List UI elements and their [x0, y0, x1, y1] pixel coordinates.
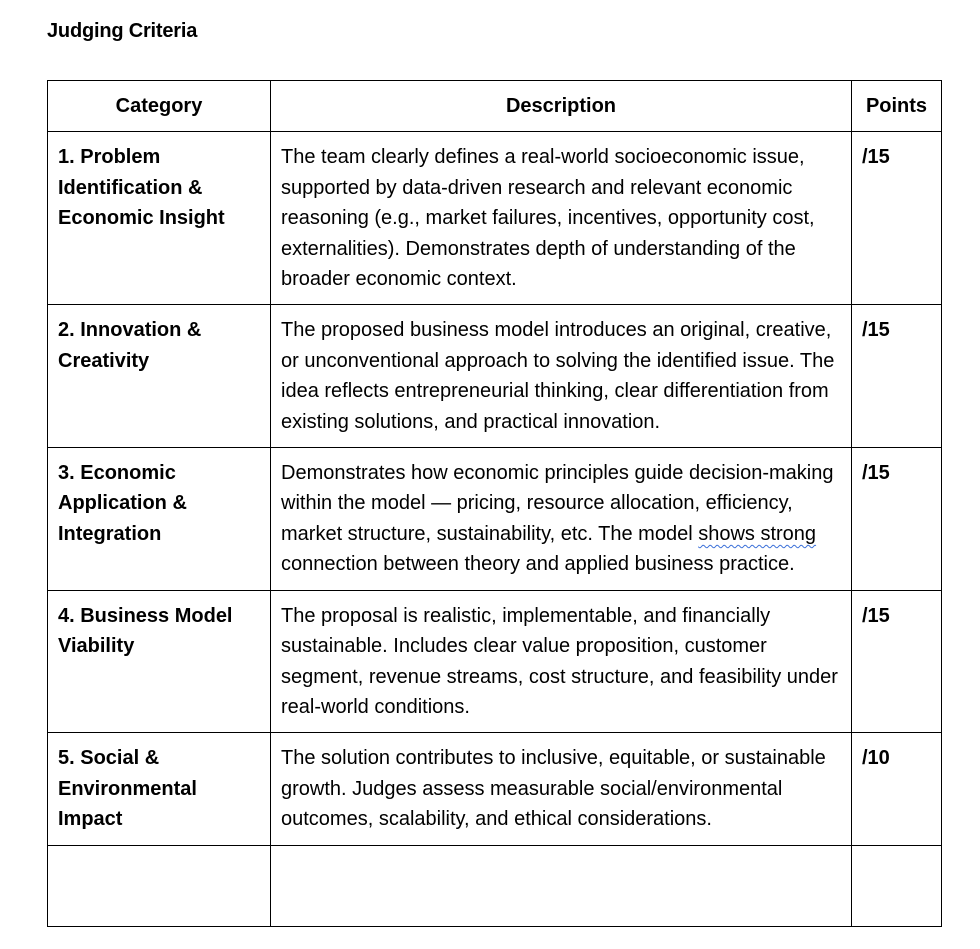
description-cell[interactable]: The proposal is realistic, implementable, and financially sustainable. Includes clear value proposition, customer segment, revenue streams, cost structure, and feasibility under real-world conditions. — [271, 590, 852, 733]
points-cell[interactable] — [852, 845, 942, 926]
category-cell[interactable] — [48, 845, 271, 926]
column-header-description: Description — [271, 81, 852, 132]
category-cell[interactable]: 4. Business Model Viability — [48, 590, 271, 733]
column-header-points: Points — [852, 81, 942, 132]
document-title: Judging Criteria — [47, 20, 198, 42]
description-cell[interactable]: The proposed business model introduces an original, creative, or unconventional approach to solving the identified issue. The idea reflects entrepreneurial thinking, clear differentiation from existing solutions, and practical innovation. — [271, 305, 852, 448]
description-cell[interactable]: The solution contributes to inclusive, equitable, or sustainable growth. Judges assess measurable social/environmental outcomes, scalability, and ethical considerations. — [271, 733, 852, 845]
points-cell[interactable]: /15 — [852, 448, 942, 591]
table-row — [48, 733, 942, 845]
points-cell[interactable]: /15 — [852, 132, 942, 305]
points-cell[interactable]: /15 — [852, 305, 942, 448]
table-row — [48, 590, 942, 733]
table-row — [48, 132, 942, 305]
table-row — [48, 448, 942, 591]
spellcheck-flagged-text[interactable]: shows strong — [698, 522, 817, 545]
judging-criteria-table — [47, 80, 942, 927]
description-cell[interactable]: The team clearly defines a real-world socioeconomic issue, supported by data-driven research and relevant economic reasoning (e.g., market failures, incentives, opportunity cost, externalities). Demonstrates depth of understanding of the broader economic context. — [271, 132, 852, 305]
category-cell[interactable]: 5. Social & Environmental Impact — [48, 733, 271, 845]
category-cell[interactable]: 1. Problem Identification & Economic Insight — [48, 132, 271, 305]
table-header-row — [48, 81, 942, 132]
category-cell[interactable]: 3. Economic Application & Integration — [48, 448, 271, 591]
description-text: Demonstrates how economic principles guide decision-making within the model — pricing, resource allocation, efficiency, market structure, sustainability, etc. The model — [281, 462, 834, 545]
category-cell[interactable]: 2. Innovation & Creativity — [48, 305, 271, 448]
points-cell[interactable]: /10 — [852, 733, 942, 845]
table-row — [48, 305, 942, 448]
description-cell[interactable] — [271, 448, 852, 591]
description-cell[interactable] — [271, 845, 852, 926]
points-cell[interactable]: /15 — [852, 590, 942, 733]
table-row — [48, 845, 942, 926]
description-text: connection between theory and applied business practice. — [281, 553, 795, 576]
column-header-category: Category — [48, 81, 271, 132]
